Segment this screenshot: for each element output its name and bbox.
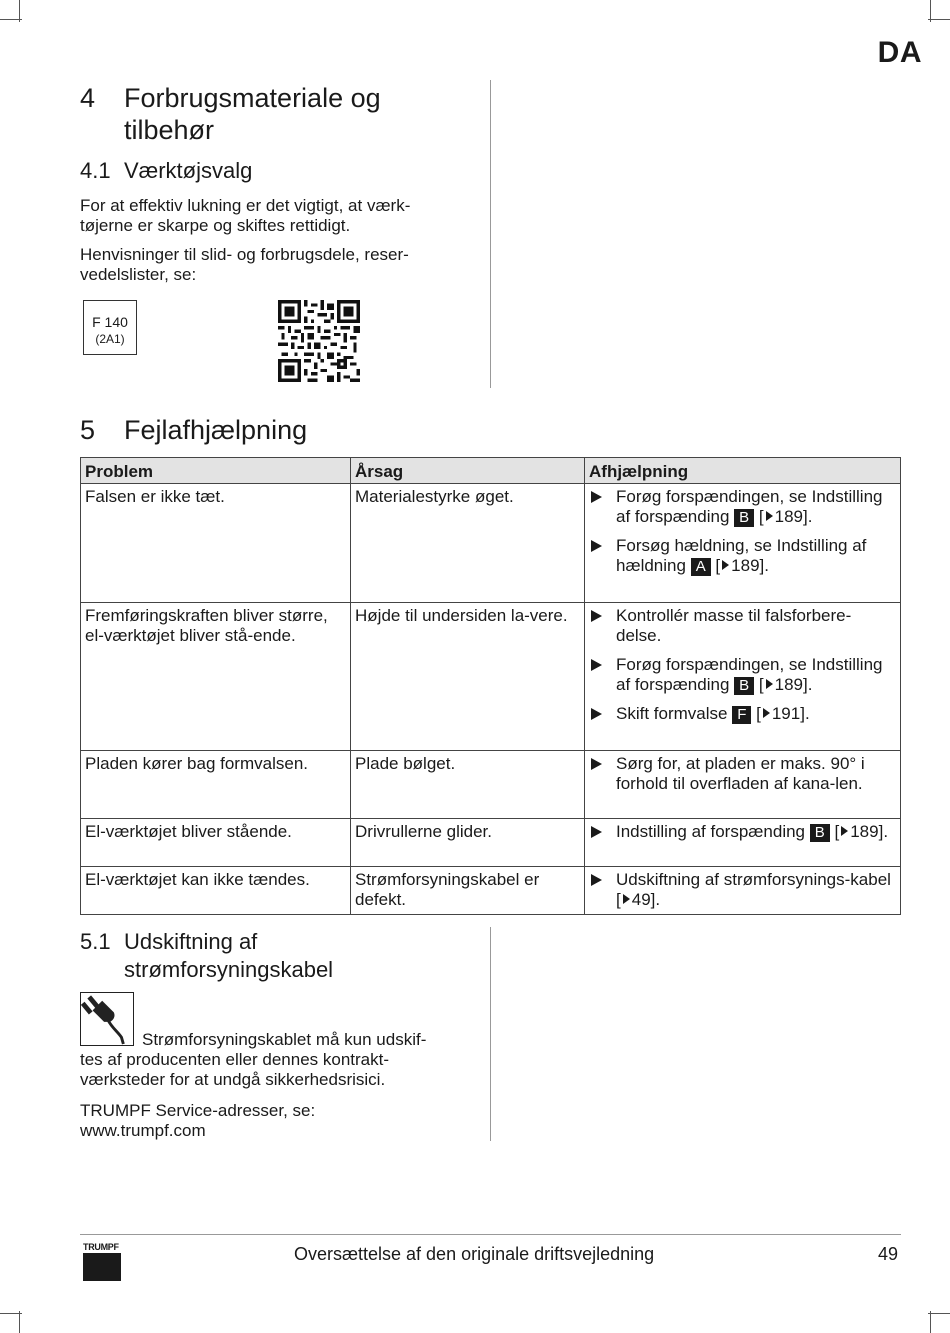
cause-cell: Strømforsyningskabel er defekt. bbox=[351, 867, 585, 915]
page-ref-arrow-icon bbox=[766, 679, 773, 689]
page-reference[interactable]: 189 bbox=[731, 556, 760, 575]
crop-mark bbox=[928, 1313, 950, 1314]
section-number: 4 bbox=[80, 83, 96, 113]
action-arrow-icon bbox=[591, 826, 602, 838]
action-step: Forøg forspændingen, se Indstilling af forspænding B [ 189]. bbox=[589, 655, 896, 695]
section-title-line1: Forbrugsmateriale og bbox=[124, 83, 381, 113]
paragraph-line: tes af producenten eller dennes kontrakt- bbox=[80, 1050, 390, 1069]
qr-code-icon[interactable] bbox=[278, 300, 360, 382]
action-step: Udskiftning af strømforsynings-kabel [ 49]. bbox=[589, 870, 896, 910]
table-row bbox=[81, 603, 901, 751]
paragraph bbox=[80, 245, 480, 285]
crop-mark bbox=[0, 1313, 22, 1314]
trumpf-logo: TRUMPF bbox=[83, 1242, 119, 1252]
subsection-title: Værktøjsvalg bbox=[124, 158, 253, 183]
action-arrow-icon bbox=[591, 708, 602, 720]
language-code: DA bbox=[877, 36, 922, 69]
problem-cell: Fremføringskraften bliver større, el-værktøjet bliver stå-ende. bbox=[81, 603, 351, 751]
problem-cell: El-værktøjet kan ikke tændes. bbox=[81, 867, 351, 915]
action-step: Forøg forspændingen, se Indstilling af forspænding B [ 189]. bbox=[589, 487, 896, 527]
action-text: Forsøg hældning, se Indstilling af hældning bbox=[616, 536, 867, 575]
table-header-row bbox=[81, 458, 901, 484]
paragraph-line: For at effektiv lukning er det vigtigt, at værk- bbox=[80, 196, 411, 215]
paragraph-line: tøjerne er skarpe og skiftes rettidigt. bbox=[80, 216, 351, 235]
paragraph bbox=[80, 1030, 500, 1090]
page-ref-arrow-icon bbox=[623, 894, 630, 904]
action-text: Skift formvalse bbox=[616, 704, 728, 723]
page-ref-arrow-icon bbox=[763, 708, 770, 718]
crop-mark bbox=[19, 1311, 20, 1333]
problem-cell: Pladen kører bag formvalsen. bbox=[81, 751, 351, 819]
component-tag: B bbox=[734, 509, 754, 527]
footer-rule bbox=[80, 1234, 901, 1235]
component-tag: A bbox=[691, 558, 711, 576]
action-text: Forøg forspændingen, se Indstilling af forspænding bbox=[616, 487, 883, 526]
section-title-line2: tilbehør bbox=[124, 115, 215, 145]
column-divider bbox=[490, 80, 491, 388]
action-text: Indstilling af forspænding bbox=[616, 822, 806, 841]
column-header: Afhjælpning bbox=[585, 458, 901, 484]
action-arrow-icon bbox=[591, 874, 602, 886]
component-tag: B bbox=[810, 824, 830, 842]
section-title: Fejlafhjælpning bbox=[124, 415, 308, 445]
crop-mark bbox=[0, 19, 22, 20]
website-link[interactable]: www.trumpf.com bbox=[80, 1121, 206, 1140]
column-divider bbox=[490, 927, 491, 1141]
paragraph-line: Strømforsyningskablet må kun udskif- bbox=[142, 1030, 427, 1049]
paragraph-line: Henvisninger til slid- og forbrugsdele, reser- bbox=[80, 245, 409, 264]
section-number: 5 bbox=[80, 415, 96, 445]
table-row bbox=[81, 867, 901, 915]
table-row bbox=[81, 819, 901, 867]
component-tag: F bbox=[732, 706, 751, 724]
page-reference[interactable]: 189 bbox=[850, 822, 879, 841]
section-5-heading bbox=[80, 414, 500, 446]
remedy-cell bbox=[585, 603, 901, 751]
action-arrow-icon bbox=[591, 540, 602, 552]
model-label: F 140 bbox=[92, 314, 128, 330]
paragraph bbox=[80, 196, 480, 236]
paragraph-line: værksteder for at undgå sikkerhedsrisici. bbox=[80, 1070, 386, 1089]
paragraph-line: vedelslister, se: bbox=[80, 265, 197, 284]
problem-cell: Falsen er ikke tæt. bbox=[81, 484, 351, 603]
action-step: Indstilling af forspænding B [ 189]. bbox=[589, 822, 896, 842]
subsection-number: 5.1 bbox=[80, 929, 111, 954]
page-reference[interactable]: 49 bbox=[631, 890, 651, 909]
action-arrow-icon bbox=[591, 659, 602, 671]
section-4-heading bbox=[80, 82, 500, 148]
table-row bbox=[81, 751, 901, 819]
action-step: Forsøg hældning, se Indstilling af hældning A [ 189]. bbox=[589, 536, 896, 576]
remedy-cell bbox=[585, 819, 901, 867]
table-row bbox=[81, 484, 901, 603]
action-arrow-icon bbox=[591, 758, 602, 770]
problem-cell: El-værktøjet bliver stående. bbox=[81, 819, 351, 867]
remedy-cell bbox=[585, 484, 901, 603]
section-5-1-heading bbox=[80, 928, 480, 984]
section-4-1-heading bbox=[80, 157, 480, 185]
subsection-title-line1: Udskiftning af bbox=[124, 929, 258, 954]
page-reference[interactable]: 189 bbox=[774, 507, 803, 526]
subsection-title-line2: strømforsyningskabel bbox=[124, 957, 334, 982]
cause-cell: Plade bølget. bbox=[351, 751, 585, 819]
cause-cell: Højde til undersiden la-vere. bbox=[351, 603, 585, 751]
page-reference[interactable]: 191 bbox=[771, 704, 801, 723]
column-header: Årsag bbox=[351, 458, 585, 484]
action-text: Sørg for, at pladen er maks. 90° i forhold til overfladen af kana-len. bbox=[616, 754, 865, 793]
cause-cell: Materialestyrke øget. bbox=[351, 484, 585, 603]
page-ref-arrow-icon bbox=[841, 826, 848, 836]
model-sub-label: (2A1) bbox=[95, 332, 125, 346]
footer-title: Oversættelse af den originale driftsvejledning bbox=[294, 1244, 655, 1264]
troubleshooting-table bbox=[80, 457, 901, 915]
remedy-cell bbox=[585, 867, 901, 915]
paragraph bbox=[80, 1101, 480, 1141]
model-box bbox=[83, 300, 137, 355]
page-number: 49 bbox=[877, 1244, 898, 1264]
action-arrow-icon bbox=[591, 610, 602, 622]
trumpf-logo-block bbox=[83, 1253, 121, 1281]
cause-cell: Drivrullerne glider. bbox=[351, 819, 585, 867]
action-step: Skift formvalse F [ 191]. bbox=[589, 704, 896, 724]
column-header: Problem bbox=[81, 458, 351, 484]
crop-mark bbox=[930, 1311, 931, 1333]
action-step bbox=[589, 754, 896, 794]
crop-mark bbox=[928, 19, 950, 20]
page-reference[interactable]: 189 bbox=[774, 675, 803, 694]
action-text: Kontrollér masse til falsforbere-delse. bbox=[616, 606, 852, 645]
component-tag: B bbox=[734, 677, 754, 695]
action-arrow-icon bbox=[591, 491, 602, 503]
paragraph-line: TRUMPF Service-adresser, se: bbox=[80, 1101, 316, 1120]
action-text: Udskiftning af strømforsynings-kabel bbox=[616, 870, 891, 889]
remedy-cell bbox=[585, 751, 901, 819]
action-step bbox=[589, 606, 896, 646]
subsection-number: 4.1 bbox=[80, 158, 111, 183]
page-ref-arrow-icon bbox=[722, 560, 729, 570]
page-ref-arrow-icon bbox=[766, 511, 773, 521]
action-text: Forøg forspændingen, se Indstilling af forspænding bbox=[616, 655, 883, 694]
